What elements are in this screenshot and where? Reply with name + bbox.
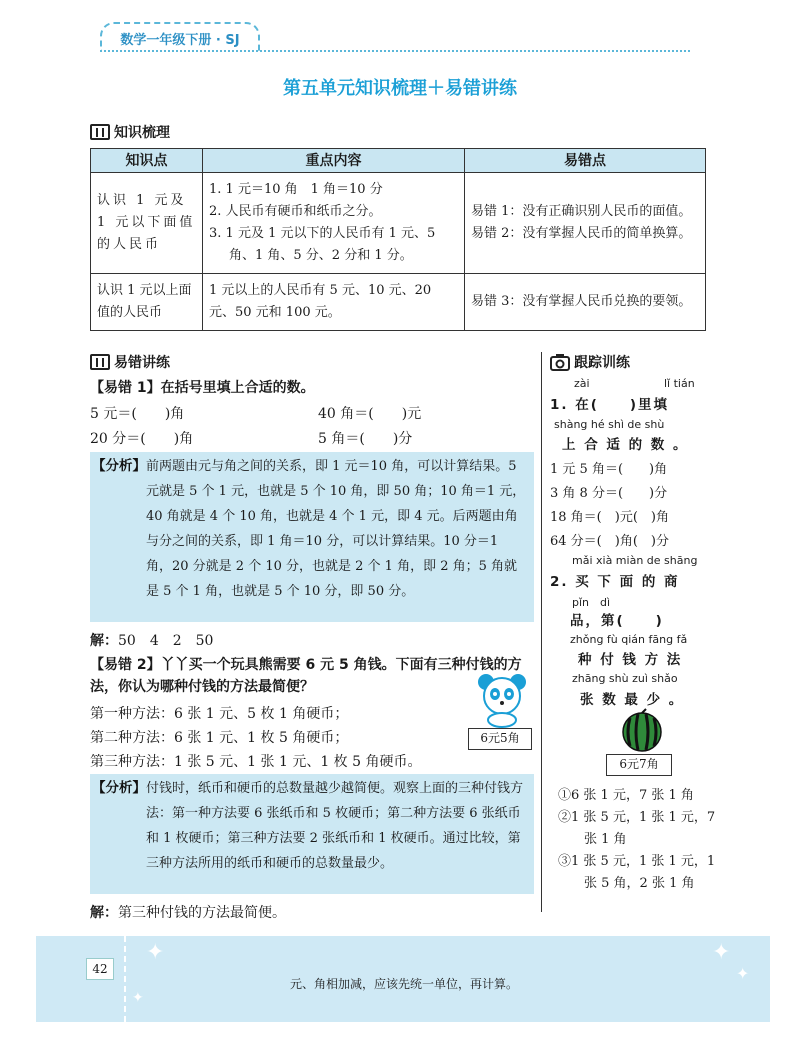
follow-q2-line4: 张 数 最 少 。 [580,692,685,708]
pinyin: mǎi xià miàn de shāng [572,554,698,567]
follow-q2-line2: 品，第( ) [570,613,664,629]
star-icon: ✦ [712,940,731,965]
error-line: 易错 3：没有掌握人民币兑换的要领。 [471,294,692,309]
error2-answer [90,902,286,922]
table-cell: 认识 1 元以上面值的人民币 [91,274,203,331]
table-cell: 1 元以上的人民币有 5 元、10 元、20 元、50 元和 100 元。 [203,274,465,331]
answer-text: 50 4 2 50 [118,633,214,649]
star-icon: ✦ [146,940,165,965]
knowledge-section-label [90,122,170,142]
page-title: 第五单元知识梳理＋易错讲练 [283,78,517,99]
analysis-tag: 【分析】 [92,780,146,796]
follow-q2-line3: 种 付 钱 方 法 [578,652,683,668]
star-icon: ✦ [132,990,144,1006]
error1-title: 【易错 1】在括号里填上合适的数。 [90,380,315,396]
price-sign: 6元7角 [606,754,672,776]
column-divider [541,352,542,912]
follow-section-label [550,352,630,372]
errors-section-label [90,352,170,372]
knowledge-table [90,148,706,331]
error2-method2: 第二种方法：6 张 1 元、1 枚 5 角硬币； [90,730,349,746]
camera-icon [550,353,570,371]
analysis-text: 前两题由元与角之间的关系，即 1 元＝10 角，可以计算结果。5 元就是 5 个 1 元，也就是 5 个 10 角，即 50 角；10 角＝1 元，40 角就是 4 个 10 角，也就是 4 个 1 元，即 4 元。后两题由角与分之间的关系，即 1 角＝10 分，可以计算结果。10 分＝1 角，20 分就是 2 个 10 分，也就是 2 个 1 角，即 2 角；5 角就是 5 个 1 角，也就是 5 个 10 分，即 50 分。 [146,459,526,599]
answer-text: 第三种付钱的方法最简便。 [118,905,286,921]
panda-toy-icon [474,672,530,728]
analysis-tag: 【分析】 [92,458,146,474]
content-line: 2. 人民币有硬币和纸币之分。 [209,204,382,219]
pinyin: zài [574,377,590,390]
table-cell [465,274,706,331]
answer-label: 解： [90,633,118,649]
follow-q1-line2: 上 合 适 的 数 。 [562,437,689,453]
table-header: 易错点 [465,149,706,173]
error2-method3: 第三种方法：1 张 5 元、1 张 1 元、1 枚 5 角硬币。 [90,754,422,770]
error2-method1: 第一种方法：6 张 1 元、5 枚 1 角硬币； [90,706,349,722]
knowledge-label: 知识梳理 [114,125,170,141]
error2-analysis [90,774,534,894]
follow-label: 跟踪训练 [574,355,630,371]
error1-q2: 40 角＝( )元 [318,406,422,422]
error2-title: 【易错 2】丫丫买一个玩具熊需要 6 元 5 角钱。下面有三种付钱的方法，你认为哪种付钱的方法最简便？ [90,657,522,695]
error1-analysis [90,452,534,622]
errors-label: 易错讲练 [114,355,170,371]
content-line: 1. 1 元＝10 角 1 角＝10 分 [209,182,383,197]
analysis-text: 付钱时，纸币和硬币的总数量越少越简便。观察上面的三种付钱方法：第一种方法要 6 张纸币和 5 枚硬币；第二种方法要 6 张纸币和 1 枚硬币；第三种方法要 2 张纸币和 1 枚硬币。通过比较，第三种方法所用的纸币和硬币的总数量最少。 [146,781,524,871]
content-line: 3. 1 元及 1 元以下的人民币有 1 元、5 角、1 角、5 分、2 分和 1 分。 [209,226,436,263]
pinyin: zhǒng fù qián fāng fǎ [570,633,688,646]
table-cell [465,173,706,274]
follow-q1-line1: 1. 在( )里填 [550,397,670,413]
book-icon [90,124,110,140]
follow-q2-line1: 2. 买 下 面 的 商 [550,574,680,590]
option-2-cont: 张 1 角 [584,832,627,847]
table-row [91,173,706,274]
table-header: 重点内容 [203,149,465,173]
error1-q4: 5 角＝( )分 [318,431,413,447]
option-1: ①6 张 1 元，7 张 1 角 [558,788,694,803]
footer-tip: 元、角相加减，应该先统一单位，再计算。 [289,977,518,991]
error1-answer [90,630,213,650]
error1-q3: 20 分＝( )角 [90,431,194,447]
book-tab: 数学一年级下册 · SJ [100,22,260,52]
option-2: ②1 张 5 元，1 张 1 元，7 [558,810,716,825]
book-icon [90,354,110,370]
follow-q1-c: 18 角＝( )元( )角 [550,510,669,525]
error-line: 易错 1：没有正确识别人民币的面值。 [471,204,692,219]
error1-q1: 5 元＝( )角 [90,406,185,422]
watermelon-icon [620,708,664,752]
price-sign: 6元5角 [468,728,532,750]
option-3-cont: 张 5 角，2 张 1 角 [584,876,695,891]
table-cell [203,173,465,274]
pinyin: lǐ tián [664,377,695,390]
table-header: 知识点 [91,149,203,173]
pinyin: pǐn dì [572,596,611,609]
header-divider [100,50,690,52]
error-line: 易错 2：没有掌握人民币的简单换算。 [471,226,692,241]
follow-q1-b: 3 角 8 分＝( )分 [550,486,668,501]
table-row [91,274,706,331]
pinyin: zhāng shù zuì shǎo [572,672,678,685]
page-number: 42 [86,958,114,980]
table-cell: 认识 1 元及 1 元以下面值的人民币 [91,173,203,274]
follow-q1-a: 1 元 5 角＝( )角 [550,462,668,477]
answer-label: 解： [90,905,118,921]
follow-q1-d: 64 分＝( )角( )分 [550,534,669,549]
star-icon: ✦ [736,964,750,983]
option-3: ③1 张 5 元，1 张 1 元，1 [558,854,716,869]
pinyin: shàng hé shì de shù [554,418,665,431]
